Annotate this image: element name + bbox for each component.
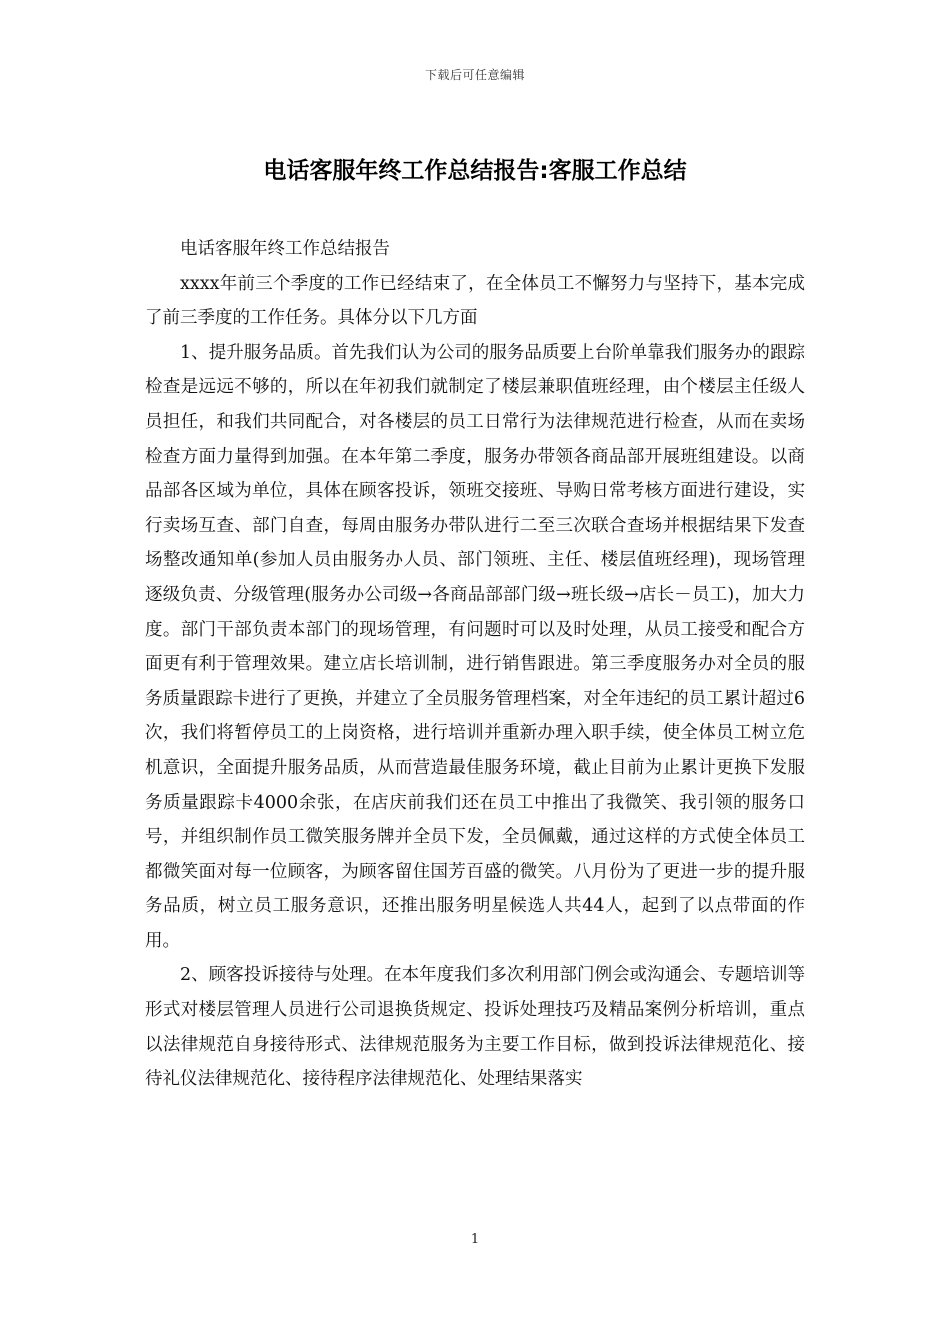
paragraph-intro: xxxx年前三个季度的工作已经结束了，在全体员工不懈努力与坚持下，基本完成了前三季度的工作任务。具体分以下几方面 <box>145 273 805 329</box>
document-title: 电话客服年终工作总结报告:客服工作总结 <box>263 158 687 184</box>
paragraph-complaint-handling: 2、顾客投诉接待与处理。在本年度我们多次利用部门例会或沟通会、专题培训等形式对楼层管理人员进行公司退换货规定、投诉处理技巧及精品案例分析培训，重点以法律规范自身接待形式、法律规范服务为主要工作目标，做到投诉法律规范化、接待礼仪法律规范化、接待程序法律规范化、处理结果落实 <box>145 965 805 1090</box>
paragraph-service-quality: 1、提升服务品质。首先我们认为公司的服务品质要上台阶单靠我们服务办的跟踪检查是远远不够的，所以在年初我们就制定了楼层兼职值班经理，由个楼层主任级人员担任，和我们共同配合，对各楼层的员工日常行为法律规范进行检查，从而在卖场检查方面力量得到加强。在本年第二季度，服务办带领各商品部开展班组建设。以商品部各区域为单位，具体在顾客投诉，领班交接班、导购日常考核方面进行建设，实行卖场互查、部门自查，每周由服务办带队进行二至三次联合查场并根据结果下发查场整改通知单(参加人员由服务办人员、部门领班、主任、楼层值班经理)，现场管理逐级负责、分级管理(服务办公司级→各商品部部门级→班长级→店长－员工)，加大力度。部门干部负责本部门的现场管理，有问题时可以及时处理，从员工接受和配合方面更有利于管理效果。建立店长培训制，进行销售跟进。第三季度服务办对全员的服务质量跟踪卡进行了更换，并建立了全员服务管理档案，对全年违纪的员工累计超过6次，我们将暂停员工的上岗资格，进行培训并重新办理入职手续，使全体员工树立危机意识，全面提升服务品质，从而营造最佳服务环境，截止目前为止累计更换下发服务质量跟踪卡4000余张，在店庆前我们还在员工中推出了我微笑、我引领的服务口号，并组织制作员工微笑服务牌并全员下发，全员佩戴，通过这样的方式使全体员工都微笑面对每一位顾客，为顾客留住国芳百盛的微笑。八月份为了更进一步的提升服务品质，树立员工服务意识，还推出服务明星候选人共44人，起到了以点带面的作用。 <box>145 342 805 951</box>
document-body <box>145 232 805 1097</box>
page-number: 1 <box>470 1232 480 1247</box>
header-note: 下载后可任意编辑 <box>424 68 525 82</box>
paragraph-subtitle: 电话客服年终工作总结报告 <box>180 239 390 259</box>
